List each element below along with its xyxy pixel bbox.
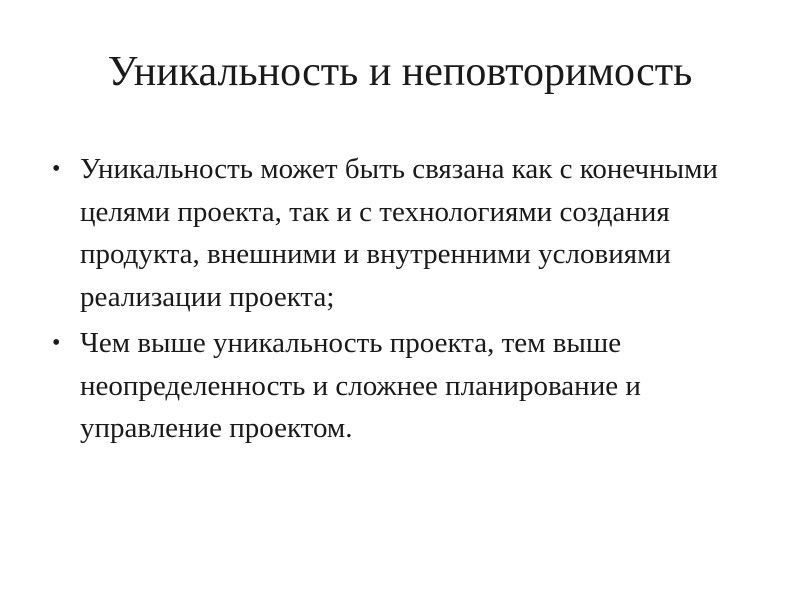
bullet-list <box>52 148 762 454</box>
bullet-item <box>52 322 762 450</box>
bullet-text: Чем выше уникальность проекта, тем выше неопределенность и сложнее планирование и управление проектом. <box>80 327 641 444</box>
bullet-text: Уникальность может быть связана как с конечными целями проекта, так и с технологиями создания продукта, внешними и внутренними условиями реализации проекта; <box>80 153 718 313</box>
bullet-dot-icon: • <box>52 156 61 182</box>
slide-title: Уникальность и неповторимость <box>107 49 693 95</box>
bullet-dot-icon: • <box>52 330 61 356</box>
bullet-item <box>52 148 762 318</box>
